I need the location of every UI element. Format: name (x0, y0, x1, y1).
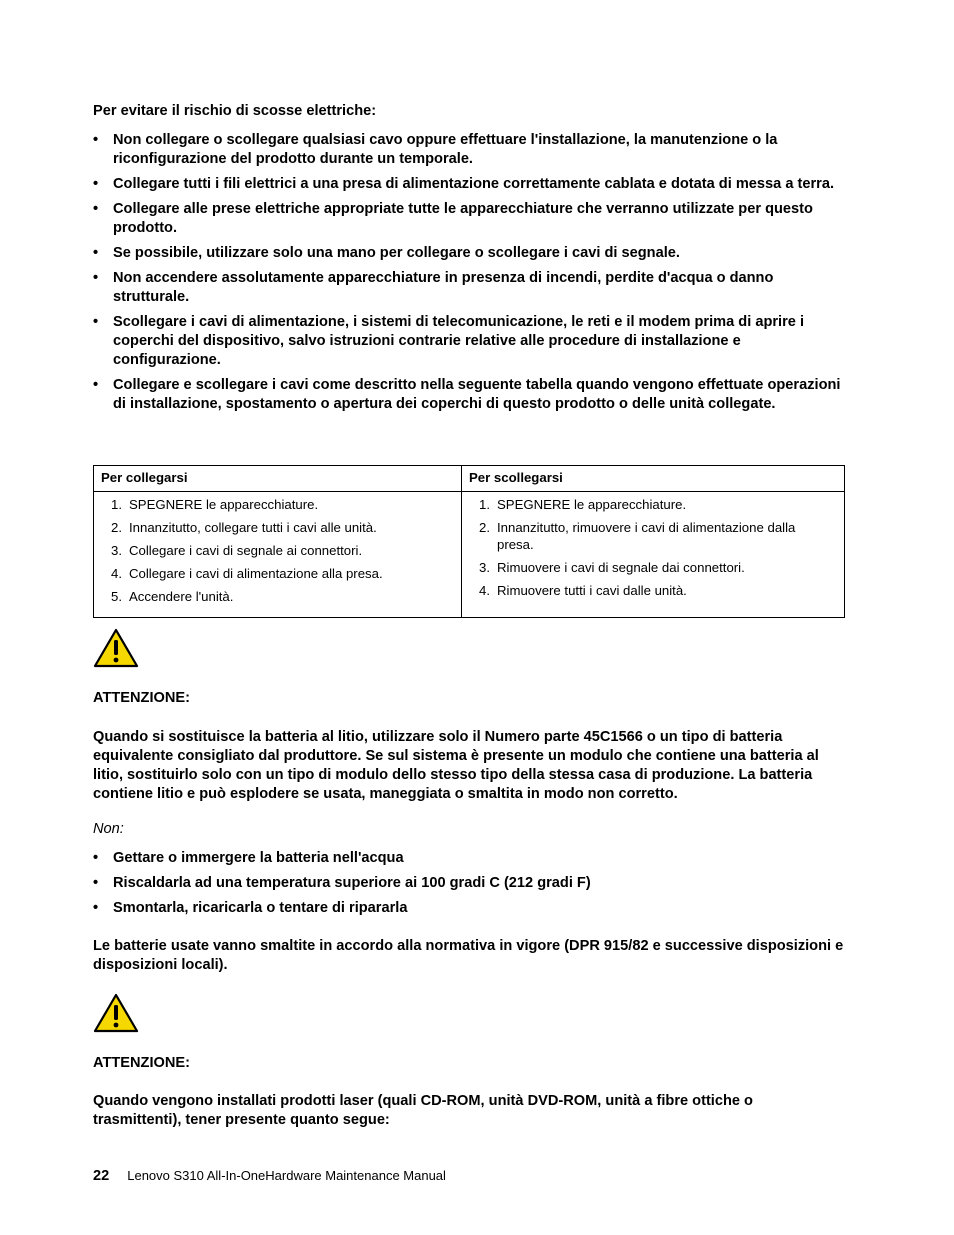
connect-disconnect-table (93, 465, 845, 618)
page-number: 22 (93, 1168, 110, 1184)
list-item: • Gettare o immergere la batteria nell'acqua (93, 849, 845, 868)
list-item: • Non accendere assolutamente apparecchiature in presenza di incendi, perdite d'acqua o danno strutturale. (93, 269, 845, 307)
list-item: Rimuovere tutti i cavi dalle unità. (497, 583, 687, 598)
list-item: Collegare i cavi di segnale ai connettori. (129, 543, 363, 558)
caution-heading: ATTENZIONE: (93, 1055, 191, 1071)
list-item: • Collegare alle prese elettriche appropriate tutte le apparecchiature che verranno utilizzate per questo prodotto. (93, 200, 845, 238)
laser-caution-text: Quando vengono installati prodotti laser (quali CD-ROM, unità DVD-ROM, unità a fibre ottiche o trasmittenti), tener presente quanto segue: (93, 1093, 753, 1128)
warning-triangle-icon (93, 993, 139, 1033)
page-footer (93, 1166, 446, 1186)
list-item: • Smontarla, ricaricarla o tentare di ripararla (93, 899, 845, 918)
list-item: • Se possibile, utilizzare solo una mano per collegare o scollegare i cavi di segnale. (93, 244, 845, 263)
disposal-text: Le batterie usate vanno smaltite in accordo alla normativa in vigore (DPR 915/82 e successive disposizioni e disposizioni locali). (93, 938, 844, 973)
disconnect-steps-cell (462, 492, 845, 618)
list-item: Innanzitutto, rimuovere i cavi di alimentazione dalla presa. (497, 520, 796, 552)
list-item: Collegare i cavi di alimentazione alla presa. (129, 566, 383, 581)
intro-heading: Per evitare il rischio di scosse elettriche: (93, 103, 377, 119)
warning-triangle-icon (93, 628, 139, 668)
safety-bullet-list (93, 131, 845, 420)
list-item: • Collegare tutti i fili elettrici a una presa di alimentazione correttamente cablata e dotata di messa a terra. (93, 175, 845, 194)
list-item: • Scollegare i cavi di alimentazione, i sistemi di telecomunicazione, le reti e il modem prima di aprire i coperchi del dispositivo, salvo istruzioni contrarie relative alle procedure di installazione e configurazione. (93, 313, 845, 370)
list-item: • Collegare e scollegare i cavi come descritto nella seguente tabella quando vengono effettuate operazioni di installazione, spostamento o apertura dei coperchi di questo prodotto o delle unità collegate. (93, 376, 845, 414)
list-item: • Riscaldarla ad una temperatura superiore ai 100 gradi C (212 gradi F) (93, 874, 845, 893)
battery-bullet-list (93, 849, 845, 924)
list-item: SPEGNERE le apparecchiature. (497, 497, 687, 512)
list-item: Accendere l'unità. (129, 589, 234, 604)
manual-title: Lenovo S310 All-In-OneHardware Maintenance Manual (127, 1168, 446, 1183)
non-label: Non: (93, 821, 124, 837)
connect-steps-cell (94, 492, 462, 618)
battery-caution-text: Quando si sostituisce la batteria al litio, utilizzare solo il Numero parte 45C1566 o un tipo di batteria equivalente consigliato dal produttore. Se sul sistema è presente un modulo che contiene una batteria al litio, sostituirlo solo con un tipo di modulo dello stesso tipo della stessa casa di produzione. La batteria contiene litio e può esplodere se usata, maneggiata o smaltita in modo non corretto. (93, 729, 819, 802)
list-item: Rimuovere i cavi di segnale dai connettori. (497, 560, 745, 575)
list-item: Innanzitutto, collegare tutti i cavi alle unità. (129, 520, 377, 535)
table-header-row (94, 466, 845, 492)
list-item: SPEGNERE le apparecchiature. (129, 497, 319, 512)
list-item: • Non collegare o scollegare qualsiasi cavo oppure effettuare l'installazione, la manutenzione o la riconfigurazione del prodotto durante un temporale. (93, 131, 845, 169)
caution-heading: ATTENZIONE: (93, 690, 191, 706)
column-header-disconnect: Per scollegarsi (462, 466, 845, 492)
column-header-connect: Per collegarsi (94, 466, 462, 492)
table-row (94, 492, 845, 618)
